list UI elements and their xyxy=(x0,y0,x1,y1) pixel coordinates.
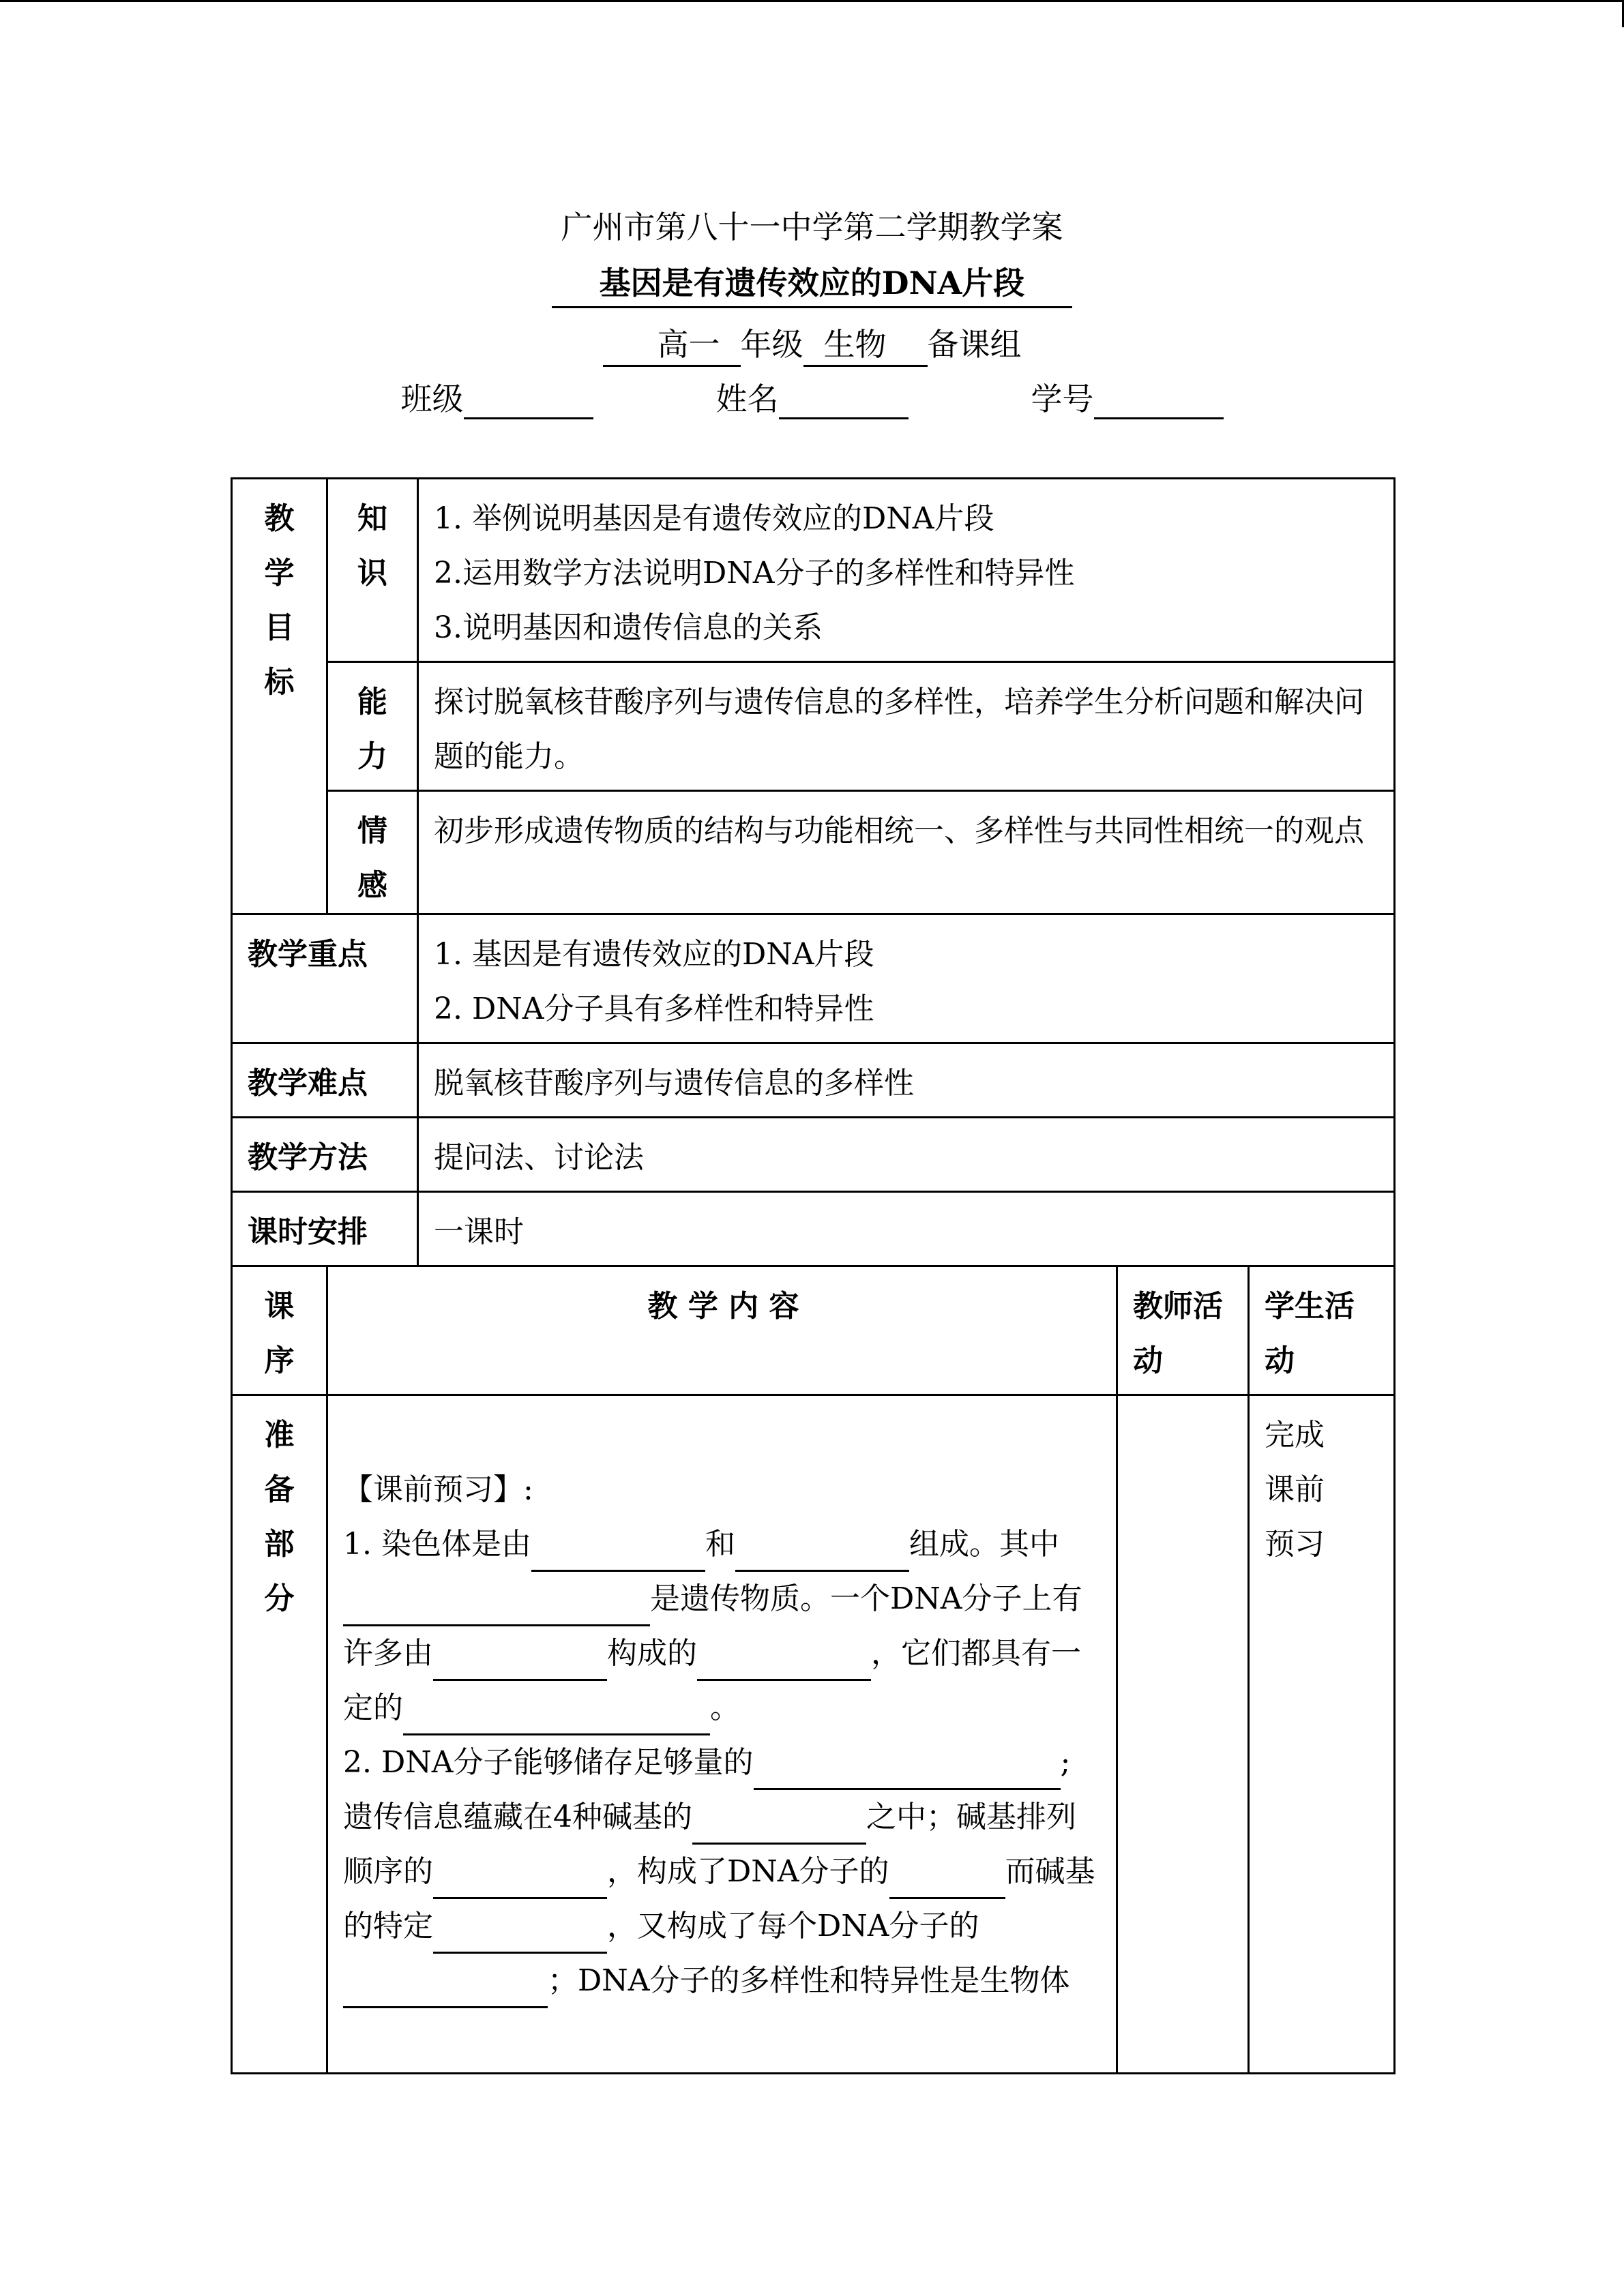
method-label: 教学方法 xyxy=(232,1118,418,1192)
class-label: 班级 xyxy=(400,381,464,417)
student-activity-header: 学生活 动 xyxy=(1249,1266,1395,1395)
question-2: 2. DNA分子能够储存足够量的 ; 遗传信息蕴藏在4种碱基的 之中；碱基排列顺序的 ，构成了DNA分子的 而碱基的特定 ，又构成了每个DNA分子的；DNA分子的多样性和特异性是生物体 xyxy=(343,1735,1104,2008)
ability-label: 能 力 xyxy=(327,662,418,791)
content-header: 教 学 内 容 xyxy=(327,1266,1117,1395)
knowledge-item: 3.说明基因和遗传信息的关系 xyxy=(434,610,823,645)
prep-order-label: 准 备 部 分 xyxy=(232,1395,327,2074)
grade-subject-line xyxy=(0,324,1624,367)
page-top-edge xyxy=(0,0,1624,2)
lesson-plan-table xyxy=(231,477,1396,2074)
difficulty-label: 教学难点 xyxy=(232,1043,418,1118)
emotion-label: 情 感 xyxy=(327,791,418,914)
school-title: 广州市第八十一中学第二学期教学案 xyxy=(561,209,1063,245)
answer-blank[interactable] xyxy=(889,1862,1005,1899)
answer-blank[interactable] xyxy=(343,1589,650,1626)
student-info-line xyxy=(0,378,1624,419)
teacher-activity-header: 教师活 动 xyxy=(1117,1266,1249,1395)
name-label: 姓名 xyxy=(715,381,779,417)
answer-blank[interactable] xyxy=(433,1643,607,1681)
answer-blank[interactable] xyxy=(343,1971,548,2008)
knowledge-label: 知 识 xyxy=(327,479,418,662)
lesson-title-text: 基因是有遗传效应的DNA片段 xyxy=(552,263,1073,308)
name-blank[interactable] xyxy=(779,383,909,419)
key-point-item: 1. 基因是有遗传效应的DNA片段 xyxy=(434,937,874,972)
knowledge-item: 2.运用数学方法说明DNA分子的多样性和特异性 xyxy=(434,556,1075,591)
id-label: 学号 xyxy=(1031,381,1094,417)
grade-value: 高一 xyxy=(603,324,741,367)
answer-blank[interactable] xyxy=(433,1862,607,1899)
id-blank[interactable] xyxy=(1094,383,1224,419)
key-point-item: 2. DNA分子具有多样性和特异性 xyxy=(434,992,874,1026)
emotion-content: 初步形成遗传物质的结构与功能相统一、多样性与共同性相统一的观点 xyxy=(418,791,1395,914)
schedule-content: 一课时 xyxy=(418,1192,1395,1266)
question-1: 1. 染色体是由 和 组成。其中 是遗传物质。一个DNA分子上有许多由 构成的 ，它们都具有一定的 。 xyxy=(343,1517,1104,1735)
answer-blank[interactable] xyxy=(403,1698,710,1735)
answer-blank[interactable] xyxy=(692,1807,866,1845)
group-suffix: 备课组 xyxy=(927,326,1022,363)
difficulty-content: 脱氧核苷酸序列与遗传信息的多样性 xyxy=(418,1043,1395,1118)
lesson-title xyxy=(0,263,1624,308)
answer-blank[interactable] xyxy=(433,1916,607,1954)
order-header: 课 序 xyxy=(232,1266,327,1395)
prep-teacher-activity xyxy=(1117,1395,1249,2074)
prep-student-activity: 完成 课前 预习 xyxy=(1249,1395,1395,2074)
preview-title: 【课前预习】: xyxy=(343,1472,533,1507)
answer-blank[interactable] xyxy=(697,1643,871,1681)
knowledge-item: 1. 举例说明基因是有遗传效应的DNA片段 xyxy=(434,501,994,536)
prep-content xyxy=(327,1395,1117,2074)
key-points-label: 教学重点 xyxy=(232,914,418,1043)
answer-blank[interactable] xyxy=(754,1753,1061,1790)
subject-value: 生物 xyxy=(803,324,928,367)
method-content: 提问法、讨论法 xyxy=(418,1118,1395,1192)
schedule-label: 课时安排 xyxy=(232,1192,418,1266)
knowledge-content xyxy=(418,479,1395,662)
grade-suffix: 年级 xyxy=(740,326,803,363)
class-blank[interactable] xyxy=(464,383,593,419)
objectives-label: 教 学 目 标 xyxy=(232,479,327,914)
answer-blank[interactable] xyxy=(531,1534,705,1572)
key-points-content xyxy=(418,914,1395,1043)
answer-blank[interactable] xyxy=(735,1534,909,1572)
ability-content: 探讨脱氧核苷酸序列与遗传信息的多样性，培养学生分析问题和解决问题的能力。 xyxy=(418,662,1395,791)
